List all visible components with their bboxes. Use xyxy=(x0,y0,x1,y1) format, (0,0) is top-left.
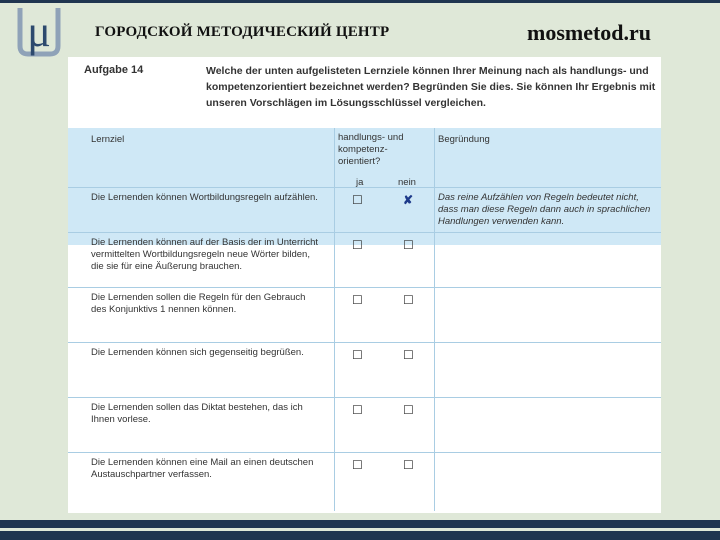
svg-text:μ: μ xyxy=(27,7,51,56)
checkbox-nein-checked[interactable]: ✘ xyxy=(403,193,414,207)
table-row xyxy=(68,187,661,233)
checkbox-ja[interactable]: ☐ xyxy=(352,238,363,252)
column-header-orientation: handlungs- und kompetenz-orientiert? xyxy=(338,132,404,167)
checkbox-ja[interactable]: ☐ xyxy=(352,403,363,417)
column-header-nein: nein xyxy=(398,177,416,188)
lernziel-text: Die Lernenden können auf der Basis der im Unterricht vermittelten Wortbildungsregeln neue Wörter bilden, die sie für eine Äußerung brauchen. xyxy=(91,237,319,272)
top-bar xyxy=(0,0,720,3)
checkbox-ja[interactable]: ☐ xyxy=(352,348,363,362)
begruendung-text: Das reine Aufzählen von Regeln bedeutet nicht, dass man diese Regeln dann auch in sprachlichen Handlungen verwenden kann. xyxy=(438,192,651,227)
checkbox-ja[interactable]: ☐ xyxy=(352,458,363,472)
mosmetod-logo-icon xyxy=(10,2,68,60)
table-row xyxy=(68,397,661,453)
table-row xyxy=(68,232,661,288)
site-url[interactable]: mosmetod.ru xyxy=(527,20,652,45)
document-page xyxy=(68,57,661,513)
lernziel-text: Die Lernenden können eine Mail an einen deutschen Austauschpartner verfassen. xyxy=(91,457,314,480)
checkbox-nein[interactable]: ☐ xyxy=(403,348,414,362)
column-header-lernziel: Lernziel xyxy=(91,134,125,145)
task-label: Aufgabe 14 xyxy=(84,64,144,76)
lernziel-text: Die Lernenden können Wortbildungsregeln aufzählen. xyxy=(91,192,318,203)
checkbox-nein[interactable]: ☐ xyxy=(403,458,414,472)
lernziel-text: Die Lernenden können sich gegenseitig begrüßen. xyxy=(91,347,304,358)
checkbox-nein[interactable]: ☐ xyxy=(403,238,414,252)
column-header-ja: ja xyxy=(356,177,364,188)
checkbox-nein[interactable]: ☐ xyxy=(403,403,414,417)
task-question: Welche der unten aufgelisteten Lernziele können Ihrer Meinung nach als handlungs- und kompetenzorientiert bezeichnet werden? Begründen Sie dies. Sie können Ihr Ergebnis mit unseren Vorschlägen im Lösungsschlüssel vergleichen. xyxy=(206,65,656,109)
checkbox-nein[interactable]: ☐ xyxy=(403,293,414,307)
bottom-bar xyxy=(0,531,720,540)
site-title: ГОРОДСКОЙ МЕТОДИЧЕСКИЙ ЦЕНТР xyxy=(95,24,390,40)
table-row xyxy=(68,452,661,511)
checkbox-ja[interactable]: ☐ xyxy=(352,193,363,207)
lernziel-text: Die Lernenden sollen das Diktat bestehen, das ich Ihnen vorlese. xyxy=(91,402,303,425)
table-row xyxy=(68,342,661,398)
column-header-begruendung: Begründung xyxy=(438,134,490,145)
bottom-bar xyxy=(0,520,720,528)
table-row xyxy=(68,287,661,343)
checkbox-ja[interactable]: ☐ xyxy=(352,293,363,307)
lernziel-text: Die Lernenden sollen die Regeln für den Gebrauch des Konjunktivs 1 nennen können. xyxy=(91,292,306,315)
